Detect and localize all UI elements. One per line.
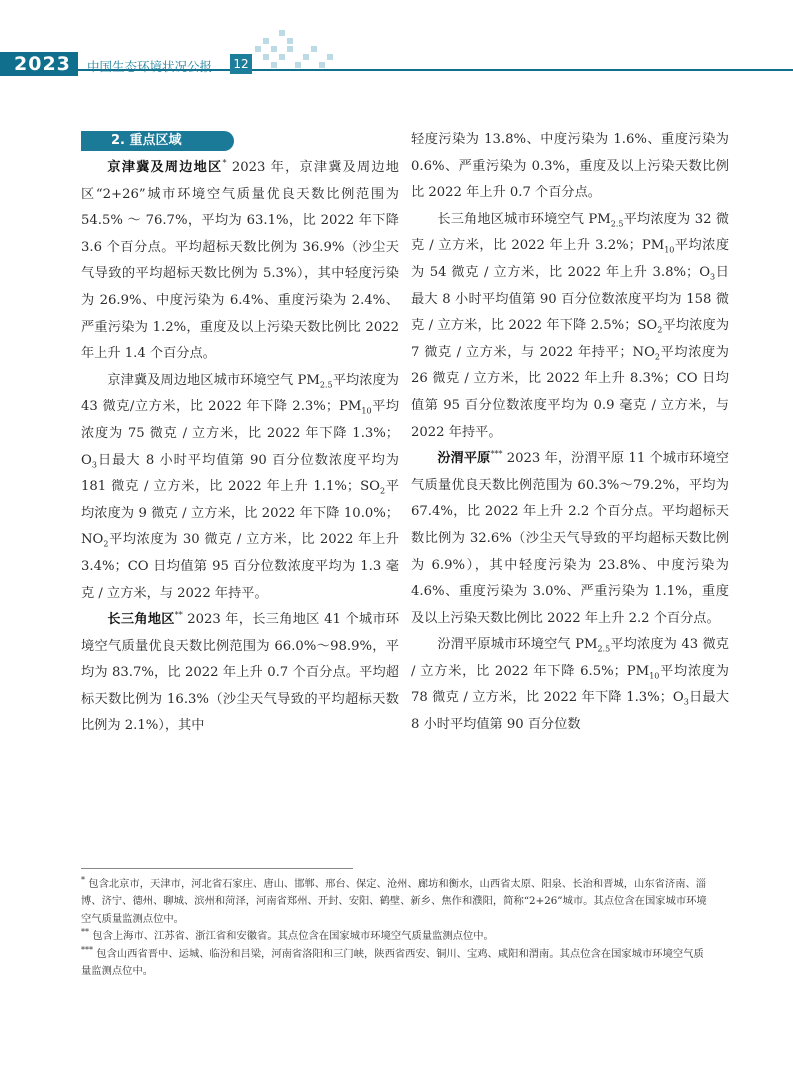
footnote-divider <box>81 868 353 869</box>
footnote-text: 包含北京市，天津市，河北省石家庄、唐山、邯郸、邢台、保定、沧州、廊坊和衡水，山西省太原、阳泉、长治和晋城，山东省济南、淄博、济宁、德州、聊城、滨州和菏泽，河南省郑州、开封、安阳、鹤壁、新乡、焦作和濮阳，简称“2+26”城市。其点位含在国家城市环境空气质量监测点位中。 <box>81 878 707 925</box>
region-name: 长三角地区 <box>107 612 175 628</box>
paragraph-fw-quality <box>411 446 729 632</box>
footnote-item <box>81 876 713 928</box>
text-run: 日最大 8 小时平均值第 90 百分位数浓度平均为 181 微克 / 立方米，比 2022 年上升 1.1%；SO <box>81 452 399 495</box>
footnote-item <box>81 928 713 945</box>
text-run: 平均浓度为 75 微克 / 立方米，比 2022 年下降 1.3%；O <box>81 399 400 468</box>
header-pixel-decoration <box>255 28 335 76</box>
text-run: 平均浓度为 30 微克 / 立方米，比 2022 年上升 3.4%；CO 日均值第 95 百分位数浓度平均为 1.3 毫克 / 立方米，与 2022 年持平。 <box>81 532 399 601</box>
subscript: 2 <box>657 325 663 335</box>
subscript: 2 <box>103 539 109 549</box>
text-run: 平均浓度为 78 微克 / 立方米，比 2022 年下降 1.3%；O <box>411 663 729 706</box>
paragraph-jjj-quality <box>81 155 399 368</box>
region-name: 汾渭平原 <box>437 451 491 467</box>
page-number: 12 <box>230 54 252 74</box>
right-column <box>411 127 729 739</box>
header-year: 2023 <box>14 53 71 75</box>
text-run: 平均浓度为 7 微克 / 立方米，与 2022 年持平；NO <box>411 318 730 360</box>
text-run: 平均浓度为 26 微克 / 立方米，比 2022 年上升 8.3%；CO 日均值第 95 百分位数浓度平均为 0.9 毫克 / 立方米，与 2022 年持平。 <box>411 344 729 440</box>
paragraph-text: 2023 年，京津冀及周边地区“2+26”城市环境空气质量优良天数比例范围为 54.5% ～ 76.7%，平均为 63.1%，比 2022 年下降 3.6 个百分点。平均超标天数比例为 36.9%（沙尘天气导致的平均超标天数比例为 5.3%），其中轻度污染为 26.9%、中度污染为 6.4%、重度污染为 2.4%、严重污染为 1.2%，重度及以上污染天数比例比 2022 年上升 1.4 个百分点。 <box>81 160 399 362</box>
paragraph-yrd-continued: 轻度污染为 13.8%、中度污染为 1.6%、重度污染为 0.6%、严重污染为 0.3%，重度及以上污染天数比例比 2022 年上升 0.7 个百分点。 <box>411 132 729 201</box>
text-run: 平均浓度为 43 微克 / 立方米，比 2022 年下降 6.5%；PM <box>411 637 729 679</box>
paragraph-jjj-pollutants <box>81 368 399 607</box>
subscript: 3 <box>683 698 689 708</box>
text-run: 日最大 8 小时平均值第 90 百分位数浓度平均为 158 微克 / 立方米，比 2022 年下降 2.5%；SO <box>411 264 729 334</box>
section-heading: 2. 重点区域 <box>81 131 234 151</box>
header-title: 中国生态环境状况公报 <box>87 59 213 74</box>
footnote-mark: *** <box>490 449 503 459</box>
text-run: 长三角地区城市环境空气 PM <box>437 211 611 227</box>
paragraph-text: 2023 年，长三角地区 41 个城市环境空气质量优良天数比例范围为 66.0%～98.9%，平均为 83.7%，比 2022 年上升 0.7 个百分点。平均超标天数比例为 16.3%（沙尘天气导致的平均超标天数比例为 2.1%），其中 <box>81 612 399 734</box>
paragraph-fw-pollutants <box>411 632 729 738</box>
footnote-mark: ** <box>174 610 183 620</box>
text-run: 日最大 8 小时平均值第 90 百分位数 <box>411 690 730 733</box>
footnote-text: 包含山西省晋中、运城、临汾和吕梁，河南省洛阳和三门峡，陕西省西安、铜川、宝鸡、咸阳和渭南。其点位含在国家城市环境空气质量监测点位中。 <box>81 947 704 978</box>
paragraph-yrd-pollutants <box>411 207 729 446</box>
subscript: 3 <box>91 460 97 470</box>
subscript: 2.5 <box>610 219 624 229</box>
paragraph-text: 2023 年，汾渭平原 11 个城市环境空气质量优良天数比例范围为 60.3%～79.2%，平均为 67.4%，比 2022 年上升 2.2 个百分点。平均超标天数比例为 32.6%（沙尘天气导致的平均超标天数比例为 6.9%），其中轻度污染为 23.8%、中度污染为 4.6%、重度污染为 3.0%、严重污染为 1.1%，重度及以上污染天数比例比 2022 年上升 2.2 个百分点。 <box>411 451 729 626</box>
text-run: 平均浓度为 54 微克 / 立方米，比 2022 年上升 3.8%；O <box>411 238 730 280</box>
footnote-mark: ** <box>81 927 89 937</box>
page-header <box>0 52 793 76</box>
footnote-mark: * <box>222 158 227 168</box>
text-run: 京津冀及周边地区城市环境空气 PM <box>107 372 320 388</box>
subscript: 2 <box>379 486 386 496</box>
subscript: 2.5 <box>597 644 611 654</box>
footnotes <box>81 876 713 980</box>
subscript: 10 <box>664 246 675 256</box>
text-run: 平均浓度为 43 微克/立方米，比 2022 年下降 2.3%；PM <box>81 372 399 415</box>
footnote-mark: * <box>81 875 85 885</box>
subscript: 2 <box>654 352 661 362</box>
footnote-text: 包含上海市、江苏省、浙江省和安徽省。其点位含在国家城市环境空气质量监测点位中。 <box>92 930 494 943</box>
paragraph-yrd-quality <box>81 607 399 740</box>
subscript: 10 <box>361 406 372 416</box>
subscript: 3 <box>710 272 716 282</box>
text-run: 平均浓度为 32 微克 / 立方米，比 2022 年上升 3.2%；PM <box>411 211 729 254</box>
subscript: 10 <box>649 671 660 681</box>
region-name: 京津冀及周边地区 <box>107 160 223 175</box>
left-column <box>81 128 399 740</box>
subscript: 2.5 <box>319 380 333 390</box>
text-run: 汾渭平原城市环境空气 PM <box>437 637 598 653</box>
footnote-mark: *** <box>81 945 93 955</box>
footnote-item <box>81 946 713 981</box>
text-run: 平均浓度为 9 微克 / 立方米，比 2022 年下降 10.0%；NO <box>81 479 399 548</box>
